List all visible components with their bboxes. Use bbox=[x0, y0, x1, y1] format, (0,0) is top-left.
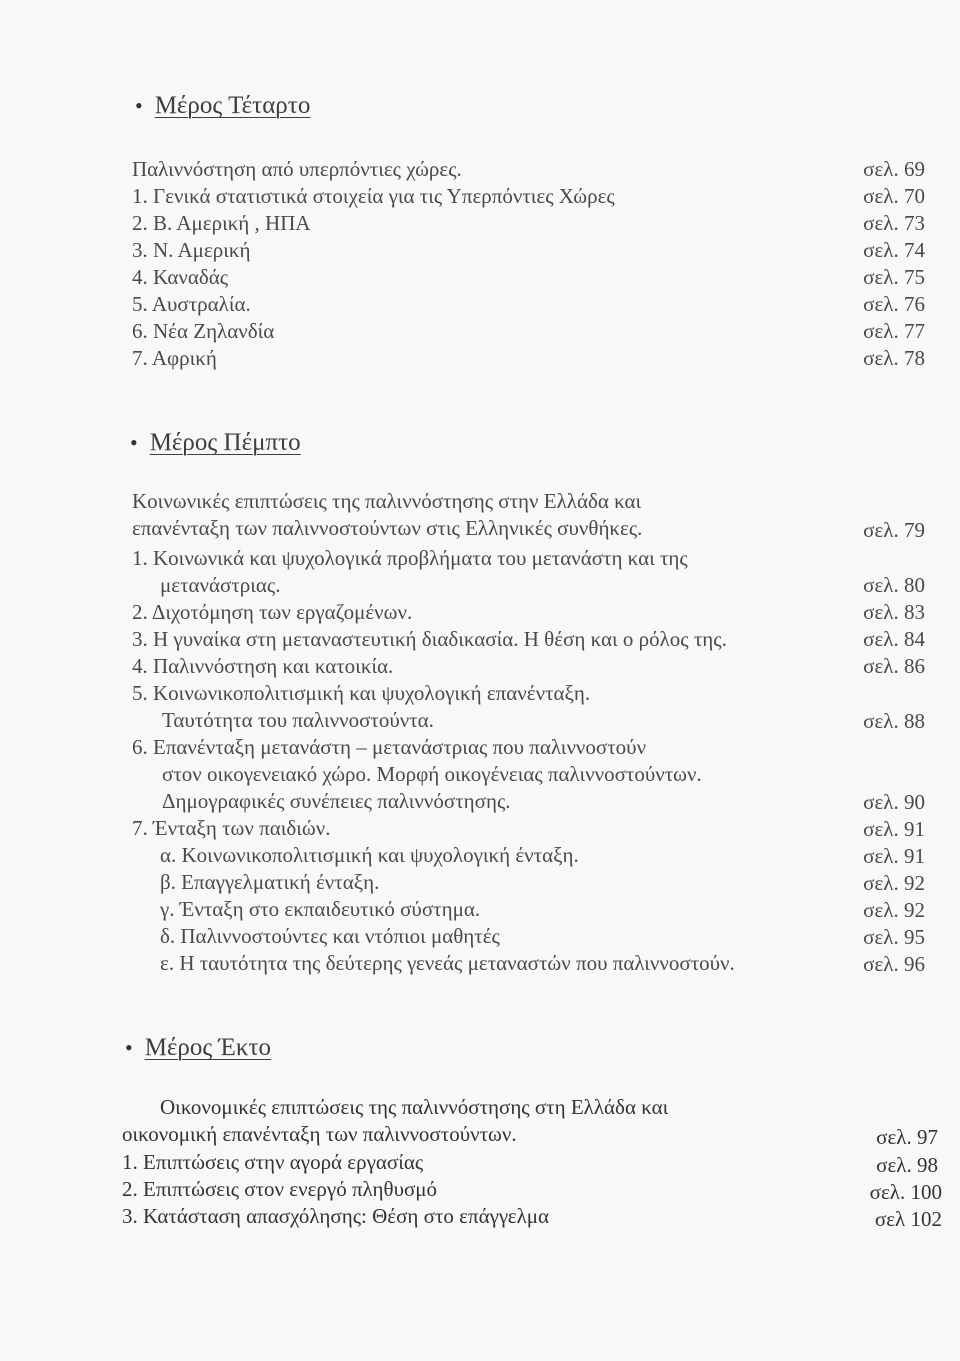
toc-item: 1. Γενικά στατιστικά στοιχεία για τις Υπερπόντιες Χώρες bbox=[132, 184, 615, 208]
toc-item-6-line1: 6. Επανένταξη μετανάστη – μετανάστριας που παλιννοστούν bbox=[132, 735, 647, 759]
toc-item-3: 3. Η γυναίκα στη μεταναστευτική διαδικασία. Η θέση και ο ρόλος της. bbox=[132, 627, 727, 651]
toc-item-1-line1: 1. Κοινωνικά και ψυχολογικά προβλήματα του μετανάστη και της bbox=[132, 546, 688, 570]
toc-page: σελ. 92 bbox=[863, 898, 925, 922]
toc-item: 1. Επιπτώσεις στην αγορά εργασίας bbox=[122, 1150, 424, 1174]
toc-item: 3. Ν. Αμερική bbox=[132, 238, 251, 262]
toc-item: 2. Β. Αμερική , ΗΠΑ bbox=[132, 211, 311, 235]
toc-page: σελ. 75 bbox=[863, 265, 925, 289]
part4-intro: Παλιννόστηση από υπερπόντιες χώρες. bbox=[132, 157, 462, 181]
bullet-icon: • bbox=[130, 430, 138, 455]
toc-item: 6. Νέα Ζηλανδία bbox=[132, 319, 275, 343]
part6-intro-line2: οικονομική επανένταξη των παλιννοστούντων. bbox=[122, 1122, 517, 1146]
toc-page: σελ 102 bbox=[874, 1207, 942, 1231]
bullet-icon: • bbox=[135, 93, 143, 118]
toc-page: σελ. 91 bbox=[863, 817, 925, 841]
toc-item-1-line2: μετανάστριας. bbox=[160, 573, 281, 597]
part5-heading bbox=[130, 429, 301, 457]
toc-item: 5. Αυστραλία. bbox=[132, 292, 251, 316]
toc-item-4: 4. Παλιννόστηση και κατοικία. bbox=[132, 654, 394, 678]
toc-item: 3. Κατάσταση απασχόλησης: Θέση στο επάγγελμα bbox=[122, 1204, 550, 1228]
toc-item-6-line2: στον οικογενειακό χώρο. Μορφή οικογένειας παλιννοστούντων. bbox=[162, 762, 702, 786]
bullet-icon: • bbox=[125, 1035, 133, 1060]
part4-intro-page: σελ. 69 bbox=[863, 157, 925, 181]
toc-subitem: δ. Παλιννοστούντες και ντόπιοι μαθητές bbox=[160, 924, 500, 948]
toc-page: σελ. 74 bbox=[863, 238, 925, 262]
part5-intro-line1: Κοινωνικές επιπτώσεις της παλιννόστησης στην Ελλάδα και bbox=[132, 489, 642, 513]
toc-page: σελ. 78 bbox=[863, 346, 925, 370]
toc-item-7: 7. Ένταξη των παιδιών. bbox=[132, 816, 331, 840]
part6-intro-line1: Οικονομικές επιπτώσεις της παλιννόστησης στη Ελλάδα και bbox=[160, 1095, 669, 1119]
part6-intro-page: σελ. 97 bbox=[876, 1125, 938, 1149]
toc-page: σελ. 70 bbox=[863, 184, 925, 208]
toc-page: σελ. 77 bbox=[863, 319, 925, 343]
part5-intro-page: σελ. 79 bbox=[863, 518, 925, 542]
toc-item-2: 2. Διχοτόμηση των εργαζομένων. bbox=[132, 600, 413, 624]
toc-page: σελ. 98 bbox=[876, 1153, 938, 1177]
toc-page: σελ. 84 bbox=[863, 627, 925, 651]
toc-page: σελ. 92 bbox=[863, 871, 925, 895]
toc-page: σελ. 91 bbox=[863, 844, 925, 868]
toc-item-5-line1: 5. Κοινωνικοπολιτισμική και ψυχολογική επανένταξη. bbox=[132, 681, 591, 705]
toc-item: 7. Αφρική bbox=[132, 346, 217, 370]
toc-page: σελ. 73 bbox=[863, 211, 925, 235]
toc-subitem: β. Επαγγελματική ένταξη. bbox=[160, 870, 380, 894]
toc-page: σελ. 83 bbox=[863, 600, 925, 624]
toc-page: σελ. 86 bbox=[863, 654, 925, 678]
toc-item: 4. Καναδάς bbox=[132, 265, 229, 289]
part4-heading bbox=[135, 92, 310, 120]
toc-item: 2. Επιπτώσεις στον ενεργό πληθυσμό bbox=[122, 1177, 438, 1201]
toc-subitem: γ. Ένταξη στο εκπαιδευτικό σύστημα. bbox=[160, 897, 481, 921]
toc-page: σελ. 80 bbox=[863, 573, 925, 597]
toc-page: σελ. 90 bbox=[863, 790, 925, 814]
part4-heading-text: Μέρος Τέταρτο bbox=[154, 92, 311, 119]
toc-item-6-line3: Δημογραφικές συνέπειες παλιννόστησης. bbox=[162, 789, 511, 813]
part5-heading-text: Μέρος Πέμπτο bbox=[149, 429, 301, 456]
part6-heading bbox=[125, 1034, 271, 1062]
toc-page: σελ. 100 bbox=[869, 1180, 942, 1204]
part6-heading-text: Μέρος Έκτο bbox=[144, 1034, 272, 1061]
toc-subitem: ε. Η ταυτότητα της δεύτερης γενεάς μεταναστών που παλιννοστούν. bbox=[160, 951, 735, 975]
toc-page: σελ. 96 bbox=[863, 952, 925, 976]
toc-subitem: α. Κοινωνικοπολιτισμική και ψυχολογική ένταξη. bbox=[160, 843, 579, 867]
toc-page: σελ. 95 bbox=[863, 925, 925, 949]
part5-intro-line2: επανένταξη των παλιννοστούντων στις Ελληνικές συνθήκες. bbox=[132, 516, 643, 540]
toc-page: σελ. 88 bbox=[863, 709, 925, 733]
toc-page: σελ. 76 bbox=[863, 292, 925, 316]
toc-item-5-line2: Ταυτότητα του παλιννοστούντα. bbox=[162, 708, 434, 732]
